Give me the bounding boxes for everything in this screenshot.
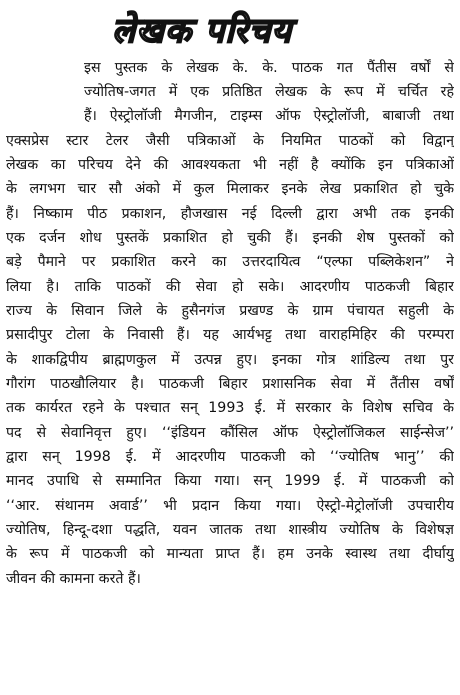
text-line: एक्सप्रेस स्टार टेलर जैसी पत्रिकाओं के नियमित पाठकों को विद्वान् (6, 133, 454, 149)
text-line: ज्योतिष-जगत में एक प्रतिष्ठित लेखक के रूप में चर्चित रहे (84, 84, 454, 100)
text-line: एक दर्जन शोध पुस्तकें प्रकाशित हो चुकी हैं। इनकी शेष पुस्तकों को (6, 230, 454, 246)
text-line: पद से सेवानिवृत्त हुए। ‘‘इंडियन कौंसिल ऑफ ऐस्ट्रोलॉजिकल साईन्सेज’’ (6, 425, 454, 441)
text-line: हैं। ऐस्ट्रोलॉजी मैगजीन, टाइम्स ऑफ ऐस्ट्रोलॉजी, बाबाजी तथा (84, 108, 454, 124)
text-line: लिया है। ताकि पाठकों की सेवा हो सके। आदरणीय पाठकजी बिहार (6, 279, 454, 295)
text-line: के शाकद्विपीय ब्राह्मणकुल में उत्पन्न हुए। इनका गोत्र शांडिल्य तथा पुर (6, 352, 454, 368)
text-line: ज्योतिष, हिन्दू-दशा पद्धति, यवन जातक तथा शास्त्रीय ज्योतिष के विशेषज्ञ (6, 522, 454, 538)
text-line: गौरांग पाठखौलियार है। पाठकजी बिहार प्रशासनिक सेवा में तैंतीस वर्षों (6, 376, 454, 392)
text-line: बड़े पैमाने पर प्रकाशित करने का उत्तरदायित्व “एल्फा पब्लिकेशन” ने (6, 254, 454, 270)
text-line: राज्य के सिवान जिले के हुसैनगंज प्रखण्ड के ग्राम पंचायत सहुली के (6, 303, 454, 319)
text-line: इस पुस्तक के लेखक के. के. पाठक गत पैंतीस वर्षों से (84, 60, 454, 76)
text-line: प्रसादीपुर टोला के निवासी हैं। यह आर्यभट्ट तथा वाराहमिहिर की परम्परा (6, 327, 454, 343)
text-line: हैं। निष्काम पीठ प्रकाशन, हौजखास नई दिल्ली द्वारा अभी तक इनकी (6, 206, 454, 222)
text-line: जीवन की कामना करते हैं। (6, 571, 141, 587)
page-title: लेखक परिचय (112, 11, 293, 51)
text-line: तक कार्यरत रहने के पश्चात सन् 1993 ई. में सरकार के विशेष सचिव के (6, 400, 454, 416)
text-line: द्वारा सन् 1998 ई. में आदरणीय पाठकजी को ‘‘ज्योतिष भानु’’ की (6, 449, 454, 465)
text-line: मानद उपाधि से सम्मानित किया गया। सन् 1999 ई. में पाठकजी को (6, 473, 454, 489)
text-line: लेखक का परिचय देने की आवश्यकता भी नहीं है क्योंकि इन पत्रिकाओं (6, 157, 454, 173)
text-line: के लगभग चार सौ अंको में कुल मिलाकर इनके लेख प्रकाशित हो चुके (6, 181, 454, 197)
text-line: के रूप में पाठकजी को मान्यता प्राप्त हैं। हम उनके स्वास्थ तथा दीर्घायु (6, 546, 454, 562)
text-line: ‘‘आर. संथानम अवार्ड’’ भी प्रदान किया गया। ऐस्ट्रो-मेट्रोलॉजी उपचारीय (6, 498, 454, 514)
